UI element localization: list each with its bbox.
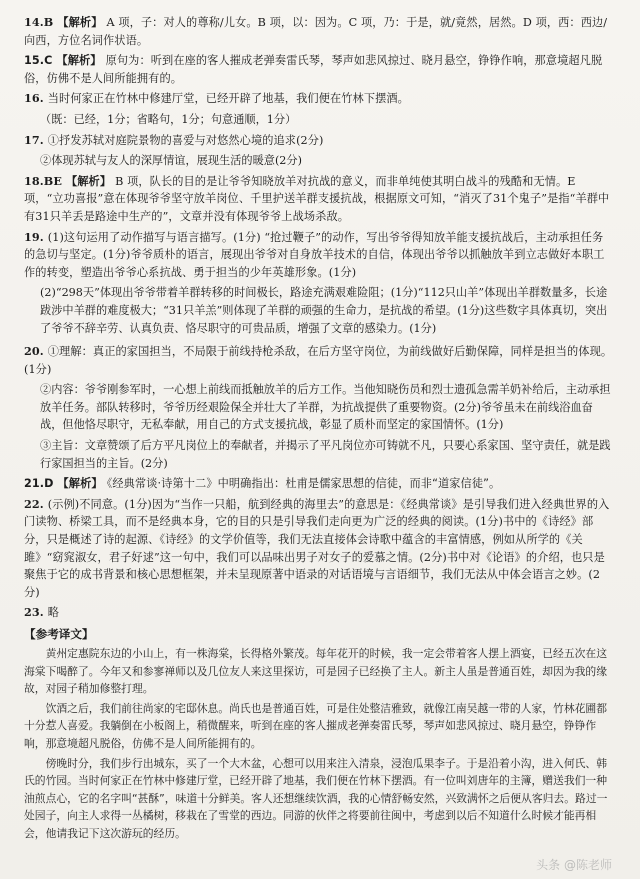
answer-item-20-part-2: ②内容：爷爷刚参军时，一心想上前线而抵触放羊的后方工作。当他知晓伤员和烈士遗孤急需羊奶补给后，主动承担放羊任务。部队转移时，爷爷历经艰险保全并壮大了羊群，为抗战提供了重要物资。(2分)爷爷虽未在前线浴血奋战，但他恪尽职守，无私奉献，用自己的方式支援抗战，彰显了质朴而坚定的家国情怀。(1分) [40, 383, 611, 432]
item-part-1: ①理解：真正的家国担当，不局限于前线持枪杀敌，在后方坚守岗位，为前线做好后勤保障，同样是担当的体现。(1分) [24, 345, 613, 376]
watermark: 头条 @陈老师 [536, 858, 612, 872]
item-text: A 项，子：对人的尊称/儿女。B 项，以：因为。C 项，乃：于是，就/竟然，居然。D 项，西：西边/向西，方位名词作状语。 [24, 16, 608, 47]
answer-item-15 [24, 52, 614, 87]
translation-title: 【参考译文】 [24, 627, 94, 641]
answer-item-20-part-3: ③主旨：文章赞颂了后方平凡岗位上的奉献者，并揭示了平凡岗位亦可铸就不凡，只要心系家国、坚守责任，就是践行家国担当的主旨。(2分) [40, 439, 611, 470]
answer-item-17 [24, 132, 614, 150]
item-line-1: ①抒发苏轼对庭院景物的喜爱与对悠然心境的追求(2分) [47, 133, 324, 147]
translation-paragraph: 黄州定惠院东边的小山上，有一株海棠，长得格外繁茂。每年花开的时候，我一定会带着客人摆上酒宴，已经五次在这海棠下喝醉了。今年又和参寥禅师以及几位友人来这里探访，可是园子已经换了主人。新主人虽是普通百姓，却因为我的缘故，对园子稍加修整打理。 [24, 647, 608, 696]
item-number: 16. [24, 91, 44, 106]
answer-item-17-line-2: ②体现苏轼与友人的深厚情谊，展现生活的暖意(2分) [40, 154, 302, 168]
item-part-1: (1)这句运用了动作描写与语言描写。(1分) “抢过鞭子”的动作，写出爷爷得知放羊能支援抗战后，主动承担任务的急切与坚定。(1分)爷爷质朴的语言，展现出爷爷对自身放羊技术的自信，体现出爷爷以抓触放羊到立志做好本职工作的转变，塑造出爷爷心系抗战、勇于担当的少年英雄形象。(1分) [24, 230, 605, 279]
item-number: 19. [24, 229, 44, 244]
answer-item-14 [24, 14, 614, 49]
item-number: 21.D [24, 477, 54, 491]
translation-body [24, 645, 614, 843]
analysis-tag: 【解析】 [57, 15, 103, 29]
item-number: 22. [24, 496, 44, 511]
item-text: 原句为：听到在座的客人摧成老弹奏雷氏琴，琴声如悲风掠过、晓月悬空，铮铮作响，那意境超凡脱俗，仿佛不是人间所能拥有的。 [24, 54, 603, 85]
answer-item-18 [24, 173, 614, 226]
answer-item-23 [24, 604, 614, 622]
answer-item-20 [24, 343, 614, 378]
translation-paragraph: 饮酒之后，我们前往尚家的宅邸休息。尚氏也是普通百姓，可是住处整洁雅致，就像江南吴越一带的人家，竹林花圃都十分惹人喜爱。我躺倒在小板阁上，稍微醒来，听到在座的客人摧成老弹奏雷氏琴，琴声如悲风掠过、晓月悬空，铮铮作响，那意境超凡脱俗，仿佛不是人间所能拥有的。 [24, 701, 608, 750]
answer-item-16 [24, 90, 614, 108]
item-text: 略 [47, 606, 60, 620]
answer-item-21 [24, 475, 614, 493]
analysis-tag: 【解析】 [57, 477, 103, 491]
answer-item-19 [24, 229, 614, 282]
item-number: 17. [24, 132, 44, 147]
answer-item-16-note: （既：已经，1分；省略句，1分；句意通顺，1分） [40, 112, 297, 126]
answer-item-19-part-2: (2)“298天”体现出爷爷带着羊群转移的时间极长，路途充满艰难险阻；(1分)“112只山羊”体现出羊群数量多，长途跋涉中羊群的难度极大；“31只羊羔”则体现了羊群的顽强的生命力，是抗战的希望。(1分)这些数字具体真切，突出了爷爷不辞辛劳、认真负责、恪尽职守的可贵品质，增强了文章的感染力。(1分) [40, 286, 608, 335]
item-number: 20. [24, 344, 44, 359]
analysis-tag: 【解析】 [56, 54, 102, 68]
item-number: 14.B [24, 15, 54, 29]
item-number: 15.C [24, 54, 53, 68]
item-number: 23. [24, 605, 44, 620]
item-text: 《经典常谈·诗第十二》中明确指出：杜甫是儒家思想的信徒，而非“道家信徒”。 [106, 477, 501, 491]
item-number: 18.BE [24, 173, 62, 188]
item-text: 当时何家正在竹林中修建厅堂，已经开辟了地基，我们便在竹林下摆酒。 [47, 92, 409, 106]
analysis-tag: 【解析】 [65, 173, 112, 188]
answer-item-22 [24, 496, 614, 602]
item-text: (示例)不同意。(1分)因为“当作一只船，航到经典的海里去”的意思是：《经典常谈》是引导我们进入经典世界的入门读物、桥梁工具，而不是经典本身，它的目的只是引导我们走向更为广泛的经典的阅读。(1分)书中的《诗经》部分，只是概述了诗的起源、《诗经》的文学价值等，我们无法直接体会诗歌中蕴含的丰富情感，例如从所学的《关雎》“窈窕淑女，君子好逑”这一句中，我们可以品味出男子对女子的爱慕之情。(2分)书中对《论语》的介绍，也只是聚焦于它的成书背景和核心思想框架，并未呈现原著中语录的对话语境与言语细节，我们无法从中体会语言之妙。(2分) [24, 497, 610, 599]
item-text: B 项，队长的目的是让爷爷知晓放羊对抗战的意义，而非单纯使其明白战斗的残酷和无情。E 项，“立功喜报”意在体现爷爷坚守放羊岗位、千里护送羊群支援抗战，根据原文可知，“消灭了31个鬼子”是指“羊群中有31只羊丢是路途中生产的”，文章并没有体现爷爷上战场杀敌。 [24, 174, 610, 223]
translation-paragraph: 傍晚时分，我们步行出城东，买了一个大木盆，心想可以用来注入清泉，浸泡瓜果李子。于是沿着小沟，进入何氏、韩氏的竹园。当时何家正在竹林中修建厅堂，已经开辟了地基，我们便在竹林下摆酒。有一位叫刘唐年的主簿，赠送我们一种油煎点心，它的名字叫“甚酥”，味道十分鲜美。客人还想继续饮酒，我的心情舒畅安然，兴致满怀之后便从客归去。路过一处园子，向主人求得一丛橘树，移栽在了雪堂的西边。同游的伙伴之将要前往闽中，考虑到以后不知道什么时候才能再相会，他请我记下这次游玩的经历。 [24, 756, 608, 840]
